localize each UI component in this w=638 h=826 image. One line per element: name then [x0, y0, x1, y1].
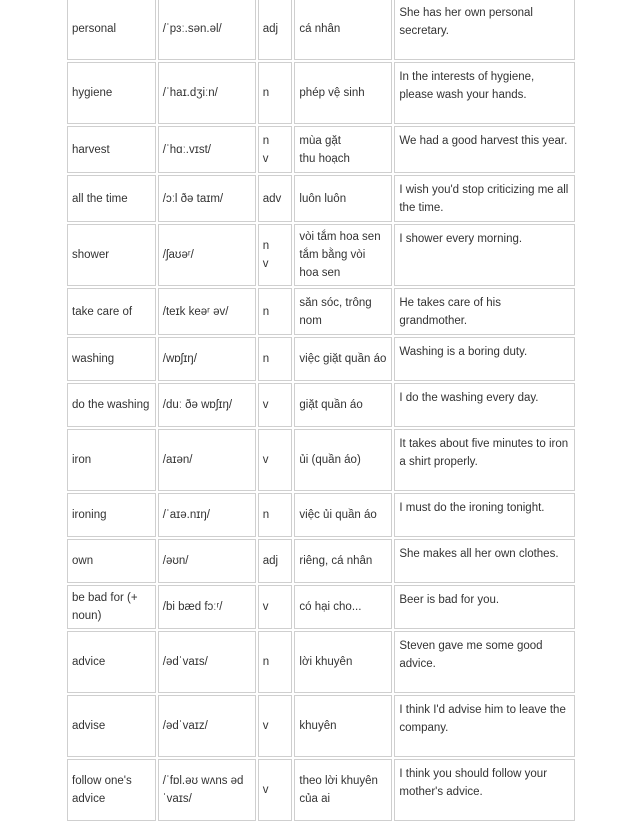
- meaning-cell: [294, 631, 392, 693]
- meaning-cell: [294, 429, 392, 491]
- pos-cell: [258, 62, 293, 124]
- word-cell: own: [67, 539, 156, 583]
- meaning-cell: [294, 224, 392, 286]
- word-cell: hygiene: [67, 62, 156, 124]
- pos-label: v: [262, 601, 269, 613]
- pos-cell: [258, 224, 293, 286]
- meaning-text: phép vệ sinh: [299, 87, 365, 99]
- pos-label: n: [262, 87, 270, 99]
- example-cell: We had a good harvest this year.: [394, 126, 575, 173]
- table-row: [67, 0, 575, 60]
- meaning-cell: [294, 0, 392, 60]
- meaning-text: có hại cho...: [299, 601, 362, 613]
- table-row: [67, 585, 575, 629]
- meaning-text: ủi (quần áo): [299, 454, 361, 466]
- ipa-cell: /teɪk keəʳ əv/: [158, 288, 256, 335]
- word-cell: do the washing: [67, 383, 156, 427]
- meaning-cell: [294, 337, 392, 381]
- ipa-cell: /duː ðə wɒʃɪŋ/: [158, 383, 256, 427]
- pos-label: v: [262, 784, 269, 796]
- ipa-cell: /ɔːl ðə taɪm/: [158, 175, 256, 222]
- meaning-cell: [294, 539, 392, 583]
- pos-cell: [258, 175, 293, 222]
- table-row: [67, 62, 575, 124]
- pos-cell: [258, 383, 293, 427]
- meaning-cell: [294, 759, 392, 821]
- word-cell: advise: [67, 695, 156, 757]
- pos-cell: [258, 631, 293, 693]
- meaning-text: theo lời khuyên của ai: [299, 775, 378, 805]
- word-cell: shower: [67, 224, 156, 286]
- word-cell: personal: [67, 0, 156, 60]
- meaning-text: vòi tắm hoa sen: [299, 231, 381, 243]
- ipa-cell: /əʊn/: [158, 539, 256, 583]
- vocabulary-table-body: [67, 0, 575, 821]
- meaning-text: giặt quần áo: [299, 399, 363, 411]
- word-cell: follow one's advice: [67, 759, 156, 821]
- ipa-cell: /ˈhɑː.vɪst/: [158, 126, 256, 173]
- example-cell: Steven gave me some good advice.: [394, 631, 575, 693]
- pos-label: adv: [262, 192, 282, 205]
- pos-cell: [258, 337, 293, 381]
- vocabulary-table: [65, 0, 577, 823]
- pos-cell: [258, 493, 293, 537]
- meaning-text: việc giặt quần áo: [299, 353, 387, 365]
- table-row: [67, 224, 575, 286]
- pos-label: n: [262, 509, 270, 521]
- pos-label: n: [262, 134, 270, 147]
- table-row: [67, 759, 575, 821]
- table-row: [67, 493, 575, 537]
- pos-label: v: [262, 720, 269, 732]
- pos-cell: [258, 585, 293, 629]
- meaning-cell: [294, 288, 392, 335]
- pos-cell: [258, 0, 293, 60]
- pos-label: n: [262, 353, 270, 365]
- meaning-text: việc ủi quần áo: [299, 509, 377, 521]
- ipa-cell: /ˈpɜː.sən.əl/: [158, 0, 256, 60]
- example-cell: It takes about five minutes to iron a shirt properly.: [394, 429, 575, 491]
- example-cell: I think you should follow your mother's advice.: [394, 759, 575, 821]
- ipa-cell: /ˈfɒl.əʊ wʌns ədˈvaɪs/: [158, 759, 256, 821]
- pos-cell: [258, 695, 293, 757]
- table-row: [67, 337, 575, 381]
- meaning-text: mùa gặt: [299, 134, 341, 147]
- meaning-text: săn sóc, trông nom: [299, 296, 372, 327]
- word-cell: advice: [67, 631, 156, 693]
- meaning-text: thu hoạch: [299, 152, 350, 165]
- table-row: [67, 126, 575, 173]
- meaning-cell: [294, 175, 392, 222]
- word-cell: washing: [67, 337, 156, 381]
- example-cell: I must do the ironing tonight.: [394, 493, 575, 537]
- example-cell: Washing is a boring duty.: [394, 337, 575, 381]
- word-cell: take care of: [67, 288, 156, 335]
- word-cell: iron: [67, 429, 156, 491]
- ipa-cell: /ədˈvaɪz/: [158, 695, 256, 757]
- example-cell: She makes all her own clothes.: [394, 539, 575, 583]
- example-cell: I wish you'd stop criticizing me all the time.: [394, 175, 575, 222]
- pos-label: v: [262, 258, 269, 270]
- meaning-cell: [294, 126, 392, 173]
- word-cell: harvest: [67, 126, 156, 173]
- pos-cell: [258, 429, 293, 491]
- meaning-cell: [294, 585, 392, 629]
- pos-label: adj: [262, 23, 279, 35]
- meaning-text: cá nhân: [299, 23, 341, 35]
- ipa-cell: /wɒʃɪŋ/: [158, 337, 256, 381]
- word-cell: be bad for (+ noun): [67, 585, 156, 629]
- meaning-cell: [294, 383, 392, 427]
- pos-cell: [258, 288, 293, 335]
- example-cell: I shower every morning.: [394, 224, 575, 286]
- table-row: [67, 539, 575, 583]
- pos-label: n: [262, 240, 270, 252]
- table-row: [67, 695, 575, 757]
- ipa-cell: /ʃaʊəʳ/: [158, 224, 256, 286]
- pos-label: v: [262, 454, 269, 466]
- pos-label: n: [262, 305, 270, 318]
- meaning-text: khuyên: [299, 720, 337, 732]
- example-cell: Beer is bad for you.: [394, 585, 575, 629]
- ipa-cell: /aɪən/: [158, 429, 256, 491]
- table-row: [67, 288, 575, 335]
- pos-label: n: [262, 656, 270, 668]
- table-row: [67, 429, 575, 491]
- meaning-text: lời khuyên: [299, 656, 353, 668]
- pos-cell: [258, 126, 293, 173]
- meaning-text: luôn luôn: [299, 192, 347, 205]
- pos-cell: [258, 539, 293, 583]
- table-row: [67, 383, 575, 427]
- word-cell: ironing: [67, 493, 156, 537]
- example-cell: I think I'd advise him to leave the company.: [394, 695, 575, 757]
- pos-label: v: [262, 399, 269, 411]
- ipa-cell: /ˈaɪə.nɪŋ/: [158, 493, 256, 537]
- ipa-cell: /ˈhaɪ.dʒiːn/: [158, 62, 256, 124]
- example-cell: She has her own personal secretary.: [394, 0, 575, 60]
- pos-cell: [258, 759, 293, 821]
- table-row: [67, 631, 575, 693]
- word-cell: all the time: [67, 175, 156, 222]
- meaning-cell: [294, 695, 392, 757]
- pos-label: adj: [262, 555, 279, 567]
- example-cell: In the interests of hygiene, please wash your hands.: [394, 62, 575, 124]
- meaning-cell: [294, 62, 392, 124]
- pos-label: v: [262, 152, 269, 165]
- table-row: [67, 175, 575, 222]
- meaning-text: riêng, cá nhân: [299, 555, 373, 567]
- example-cell: He takes care of his grandmother.: [394, 288, 575, 335]
- example-cell: I do the washing every day.: [394, 383, 575, 427]
- meaning-cell: [294, 493, 392, 537]
- meaning-text: tắm bằng vòi hoa sen: [299, 249, 366, 279]
- ipa-cell: /bi bæd fɔːʳ/: [158, 585, 256, 629]
- ipa-cell: /ədˈvaɪs/: [158, 631, 256, 693]
